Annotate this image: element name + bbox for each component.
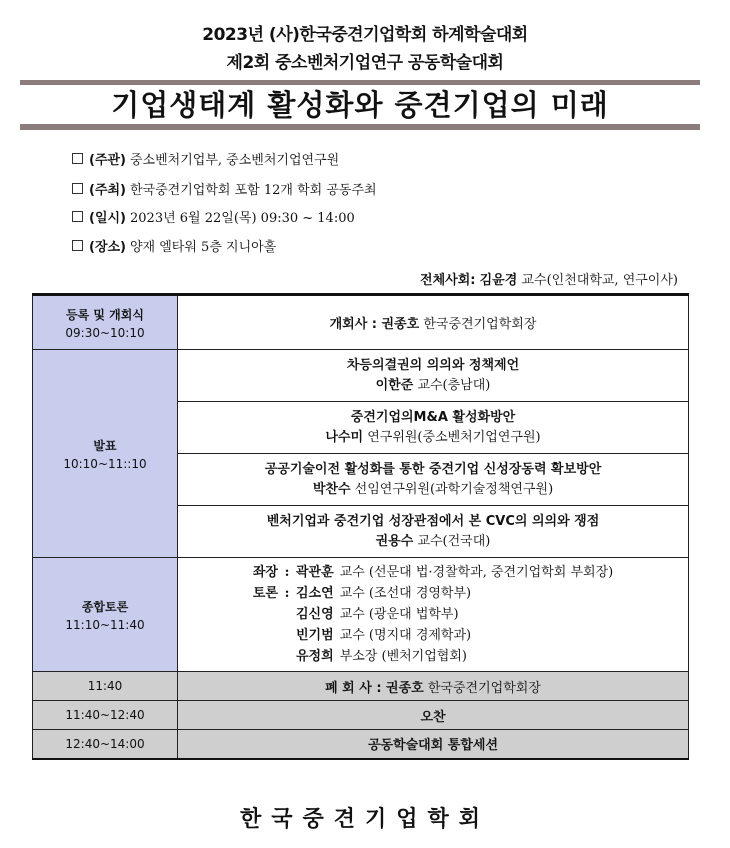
session-name: 발표	[93, 438, 117, 453]
talk-title: 벤처기업과 중견기업 성장관점에서 본 CVC의 의의와 쟁점	[266, 513, 600, 529]
talk-affiliation: 연구위원(중소벤처기업연구원)	[367, 429, 541, 445]
checkbox-icon	[72, 183, 83, 194]
info-value: 한국중견기업학회 포함 12개 학회 공동주최	[130, 183, 377, 198]
title-bar-top	[20, 80, 700, 85]
panel-affiliation: 교수 (명지대 경제학과)	[339, 628, 472, 643]
panel-role: 토론	[252, 586, 278, 601]
lunch-label: 오찬	[420, 709, 446, 725]
panel-role: 좌장	[252, 565, 278, 580]
time-cell	[33, 730, 178, 759]
time-cell	[33, 558, 178, 672]
row-joint-session	[33, 730, 689, 759]
checkbox-icon	[72, 153, 83, 164]
panel-affiliation: 교수 (선문대 법·경찰학과, 중견기업학회 부회장)	[339, 565, 614, 580]
panel-separator: :	[284, 586, 290, 601]
checkbox-icon	[72, 211, 83, 222]
session-time: 12:40~14:00	[65, 736, 145, 751]
content-cell	[178, 350, 689, 402]
info-value: 양재 엘타워 5층 지니아홀	[130, 240, 277, 255]
talk-title: 차등의결권의 의의와 정책제언	[346, 357, 520, 373]
talk-speaker: 이한준	[375, 377, 414, 393]
panel-name: 빈기범	[296, 628, 334, 643]
panel-separator	[278, 604, 296, 625]
title-bar-bottom	[20, 124, 700, 130]
row-closing	[33, 672, 689, 701]
content-cell	[178, 402, 689, 454]
panel-separator: :	[284, 565, 290, 580]
talk-speaker: 박찬수	[312, 481, 351, 497]
panel-name: 김신영	[296, 607, 334, 622]
panel-affiliation: 교수 (광운대 법학부)	[339, 607, 459, 622]
content-cell	[178, 672, 689, 701]
talk-title: 중견기업의M&A 활성화방안	[350, 409, 516, 425]
content-cell	[178, 558, 689, 672]
panel-separator	[278, 646, 296, 667]
panel-role	[178, 604, 278, 625]
content-cell	[178, 701, 689, 730]
info-label: (주관)	[89, 153, 126, 168]
panel-affiliation: 교수 (조선대 경영학부)	[339, 586, 472, 601]
info-label: (일시)	[89, 211, 126, 226]
content-cell	[178, 506, 689, 558]
panel-name: 유정희	[296, 649, 334, 664]
talk-speaker: 권용수	[375, 533, 414, 549]
session-time: 10:10~11::10	[63, 456, 147, 471]
info-host	[72, 179, 377, 198]
content-cell	[178, 295, 689, 350]
closing-role: 폐 회 사 : 권종호	[325, 680, 424, 696]
talk-affiliation: 교수(충남대)	[417, 377, 491, 393]
main-title: 기업생태계 활성화와 중견기업의 미래	[111, 88, 609, 122]
info-value: 2023년 6월 22일(목) 09:30 ~ 14:00	[130, 211, 355, 226]
info-label: (장소)	[89, 240, 126, 255]
session-time: 11:40	[87, 679, 123, 693]
info-date	[72, 207, 355, 226]
time-cell	[33, 672, 178, 701]
opening-detail: 한국중견기업학회장	[423, 317, 537, 332]
closing-detail: 한국중견기업학회장	[427, 680, 541, 696]
talk-row	[33, 350, 689, 402]
panel-member	[178, 583, 688, 604]
moderator-name: 김윤경	[479, 273, 518, 288]
footer-organization: 한국중견기업학회	[239, 807, 491, 832]
panel-role	[178, 625, 278, 646]
content-cell	[178, 730, 689, 759]
panel-member	[178, 562, 688, 583]
panel-member	[178, 646, 688, 667]
moderator-label: 전체사회:	[420, 273, 476, 288]
panel-name: 곽관훈	[296, 565, 334, 580]
content-cell	[178, 454, 689, 506]
talk-affiliation: 선임연구위원(과학기술정책연구원)	[354, 481, 554, 497]
row-opening	[33, 295, 689, 350]
row-lunch	[33, 701, 689, 730]
joint-session-label: 공동학술대회 통합세션	[367, 738, 499, 754]
talk-title: 공공기술이전 활성화를 통한 중견기업 신성장동력 확보방안	[264, 461, 602, 477]
overall-moderator	[420, 269, 678, 288]
time-cell	[33, 701, 178, 730]
row-discussion	[33, 558, 689, 672]
info-value: 중소벤처기업부, 중소벤처기업연구원	[130, 153, 340, 168]
info-organizer	[72, 149, 339, 168]
info-label: (주최)	[89, 183, 126, 198]
time-cell	[33, 350, 178, 558]
session-time: 11:10~11:40	[65, 617, 145, 632]
session-time: 11:40~12:40	[65, 708, 145, 722]
panel-affiliation: 부소장 (벤처기업협회)	[339, 649, 467, 664]
time-cell	[33, 295, 178, 350]
panel-separator	[278, 625, 296, 646]
moderator-detail: 교수(인천대학교, 연구이사)	[521, 273, 678, 288]
talk-affiliation: 교수(건국대)	[417, 533, 491, 549]
opening-role: 개회사 : 권종호	[329, 317, 420, 332]
checkbox-icon	[72, 240, 83, 251]
session-time: 09:30~10:10	[65, 325, 145, 340]
header-line-1: 2023년 (사)한국중견기업학회 하계학술대회	[202, 25, 528, 45]
panel-member	[178, 625, 688, 646]
header-line-2: 제2회 중소벤처기업연구 공동학술대회	[226, 53, 504, 73]
info-venue	[72, 236, 276, 255]
panel-role	[178, 646, 278, 667]
session-name: 종합토론	[81, 599, 129, 614]
schedule-table	[32, 293, 689, 760]
panel-name: 김소연	[296, 586, 334, 601]
panel-member	[178, 604, 688, 625]
session-name: 등록 및 개회식	[66, 307, 144, 322]
talk-speaker: 나수미	[325, 429, 364, 445]
